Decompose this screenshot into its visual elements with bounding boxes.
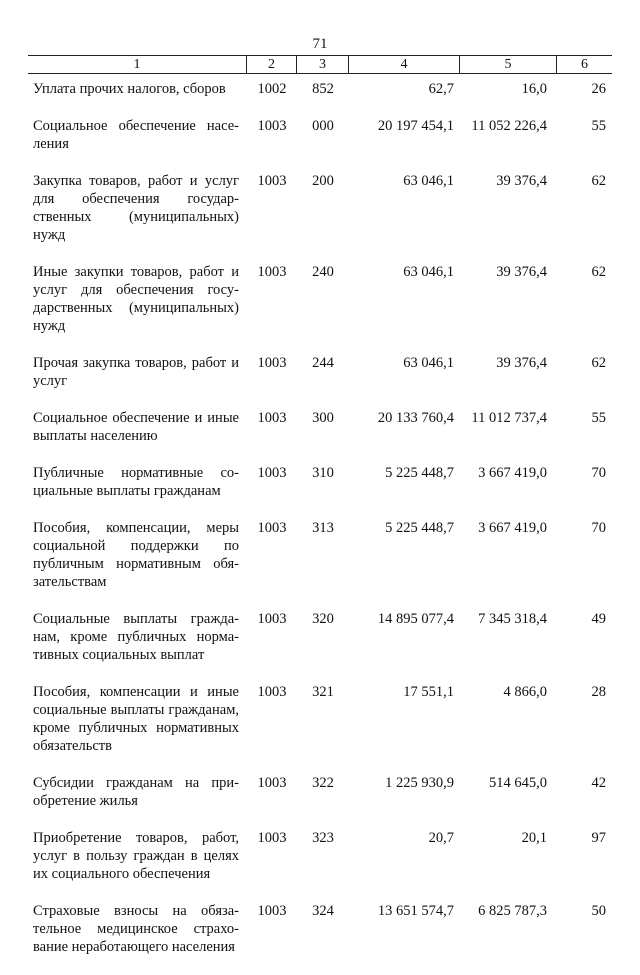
row-value-col6: 97 bbox=[591, 830, 606, 846]
row-code-cell: 1003 bbox=[257, 118, 287, 134]
row-value-col5: 11 012 737,4 bbox=[471, 410, 547, 426]
row-subcode-cell: 240 bbox=[312, 264, 334, 280]
row-value-col5: 39 376,4 bbox=[496, 264, 547, 280]
row-name-cell: Иные закупки товаров, работ и услуг для обеспечения государственных (муниципальных) нужд bbox=[33, 264, 239, 334]
row-value-col4: 17 551,1 bbox=[403, 684, 454, 700]
table-row bbox=[28, 774, 612, 810]
table-row bbox=[28, 172, 612, 244]
row-code-cell: 1003 bbox=[257, 465, 287, 481]
row-code-cell: 1003 bbox=[257, 903, 287, 919]
row-value-col4: 63 046,1 bbox=[403, 173, 454, 189]
row-value-col4: 14 895 077,4 bbox=[377, 611, 454, 627]
row-name-cell: Социальное обеспечение населения bbox=[33, 118, 239, 152]
row-value-col6: 62 bbox=[591, 264, 606, 280]
row-name-cell: Пособия, компенсации и иные социальные выплаты гражданам, кроме публичных нормативных обязательств bbox=[33, 684, 239, 754]
row-value-col6: 70 bbox=[591, 465, 606, 481]
header-col-4: 4 bbox=[349, 56, 460, 73]
row-value-col4: 63 046,1 bbox=[403, 355, 454, 371]
row-name-cell: Пособия, компенсации, меры социальной поддержки по публичным нормативным обязательствам bbox=[33, 520, 239, 590]
row-name-cell: Публичные нормативные социальные выплаты гражданам bbox=[33, 465, 239, 499]
row-value-col6: 49 bbox=[591, 611, 606, 627]
table-row bbox=[28, 117, 612, 153]
row-subcode-cell: 321 bbox=[312, 684, 334, 700]
row-code-cell: 1003 bbox=[257, 173, 287, 189]
row-value-col6: 62 bbox=[591, 355, 606, 371]
table-header bbox=[28, 55, 612, 74]
row-value-col6: 42 bbox=[591, 775, 606, 791]
row-subcode-cell: 200 bbox=[312, 173, 334, 189]
row-subcode-cell: 313 bbox=[312, 520, 334, 536]
header-col-2: 2 bbox=[247, 56, 297, 73]
row-value-col4: 20 197 454,1 bbox=[377, 118, 454, 134]
row-value-col5: 4 866,0 bbox=[503, 684, 547, 700]
table-body bbox=[28, 80, 612, 956]
header-col-5: 5 bbox=[460, 56, 557, 73]
row-value-col4: 1 225 930,9 bbox=[385, 775, 454, 791]
row-subcode-cell: 852 bbox=[312, 81, 334, 97]
row-value-col4: 20,7 bbox=[428, 830, 454, 846]
row-value-col5: 39 376,4 bbox=[496, 173, 547, 189]
row-value-col5: 20,1 bbox=[521, 830, 547, 846]
row-value-col5: 6 825 787,3 bbox=[478, 903, 547, 919]
row-name-cell: Социальное обеспечение и иные выплаты населению bbox=[33, 410, 239, 444]
row-name-cell: Приобретение товаров, работ, услуг в пользу граждан в целях их социального обеспечения bbox=[33, 830, 239, 882]
row-subcode-cell: 323 bbox=[312, 830, 334, 846]
row-value-col5: 514 645,0 bbox=[489, 775, 547, 791]
header-col-1: 1 bbox=[28, 56, 247, 73]
budget-table bbox=[28, 55, 612, 975]
row-code-cell: 1003 bbox=[257, 611, 287, 627]
row-value-col6: 55 bbox=[591, 118, 606, 134]
row-value-col4: 5 225 448,7 bbox=[385, 520, 454, 536]
row-name-cell: Закупка товаров, работ и услуг для обеспечения государственных (муниципальных) нужд bbox=[33, 173, 239, 243]
table-row bbox=[28, 263, 612, 335]
row-value-col6: 70 bbox=[591, 520, 606, 536]
row-value-col4: 63 046,1 bbox=[403, 264, 454, 280]
row-name-cell: Страховые взносы на обязательное медицинское страхование неработающего населения bbox=[33, 903, 239, 955]
row-value-col4: 13 651 574,7 bbox=[377, 903, 454, 919]
row-subcode-cell: 320 bbox=[312, 611, 334, 627]
row-code-cell: 1003 bbox=[257, 775, 287, 791]
row-subcode-cell: 000 bbox=[312, 118, 334, 134]
header-col-6: 6 bbox=[581, 57, 588, 72]
table-row bbox=[28, 683, 612, 755]
table-row bbox=[28, 902, 612, 956]
row-code-cell: 1003 bbox=[257, 410, 287, 426]
table-row bbox=[28, 519, 612, 591]
row-value-col6: 28 bbox=[591, 684, 606, 700]
row-subcode-cell: 310 bbox=[312, 465, 334, 481]
row-code-cell: 1003 bbox=[257, 520, 287, 536]
row-value-col5: 3 667 419,0 bbox=[478, 465, 547, 481]
row-value-col5: 3 667 419,0 bbox=[478, 520, 547, 536]
table-row bbox=[28, 610, 612, 664]
table-row bbox=[28, 409, 612, 445]
row-value-col5: 7 345 318,4 bbox=[478, 611, 547, 627]
header-col-3: 3 bbox=[297, 56, 349, 73]
row-name-cell: Прочая закупка товаров, работ и услуг bbox=[33, 355, 239, 389]
row-value-col4: 62,7 bbox=[428, 81, 454, 97]
row-code-cell: 1003 bbox=[257, 355, 287, 371]
row-code-cell: 1003 bbox=[257, 264, 287, 280]
row-name-cell: Социальные выплаты гражданам, кроме публичных нормативных социальных выплат bbox=[33, 611, 239, 663]
table-row bbox=[28, 354, 612, 390]
row-value-col5: 11 052 226,4 bbox=[471, 118, 547, 134]
row-name-cell: Уплата прочих налогов, сборов bbox=[33, 81, 226, 97]
table-row bbox=[28, 829, 612, 883]
row-subcode-cell: 324 bbox=[312, 903, 334, 919]
row-value-col4: 5 225 448,7 bbox=[385, 465, 454, 481]
row-value-col5: 16,0 bbox=[521, 81, 547, 97]
row-value-col6: 26 bbox=[591, 81, 606, 97]
page-number: 71 bbox=[312, 36, 328, 52]
row-name-cell: Субсидии гражданам на приобретение жилья bbox=[33, 775, 239, 809]
row-subcode-cell: 300 bbox=[312, 410, 334, 426]
row-code-cell: 1002 bbox=[257, 81, 287, 97]
row-code-cell: 1003 bbox=[257, 830, 287, 846]
row-subcode-cell: 244 bbox=[312, 355, 334, 371]
row-subcode-cell: 322 bbox=[312, 775, 334, 791]
row-code-cell: 1003 bbox=[257, 684, 287, 700]
table-row bbox=[28, 464, 612, 500]
table-row bbox=[28, 80, 612, 98]
row-value-col6: 50 bbox=[591, 903, 606, 919]
row-value-col6: 55 bbox=[591, 410, 606, 426]
row-value-col6: 62 bbox=[591, 173, 606, 189]
row-value-col4: 20 133 760,4 bbox=[377, 410, 454, 426]
row-value-col5: 39 376,4 bbox=[496, 355, 547, 371]
